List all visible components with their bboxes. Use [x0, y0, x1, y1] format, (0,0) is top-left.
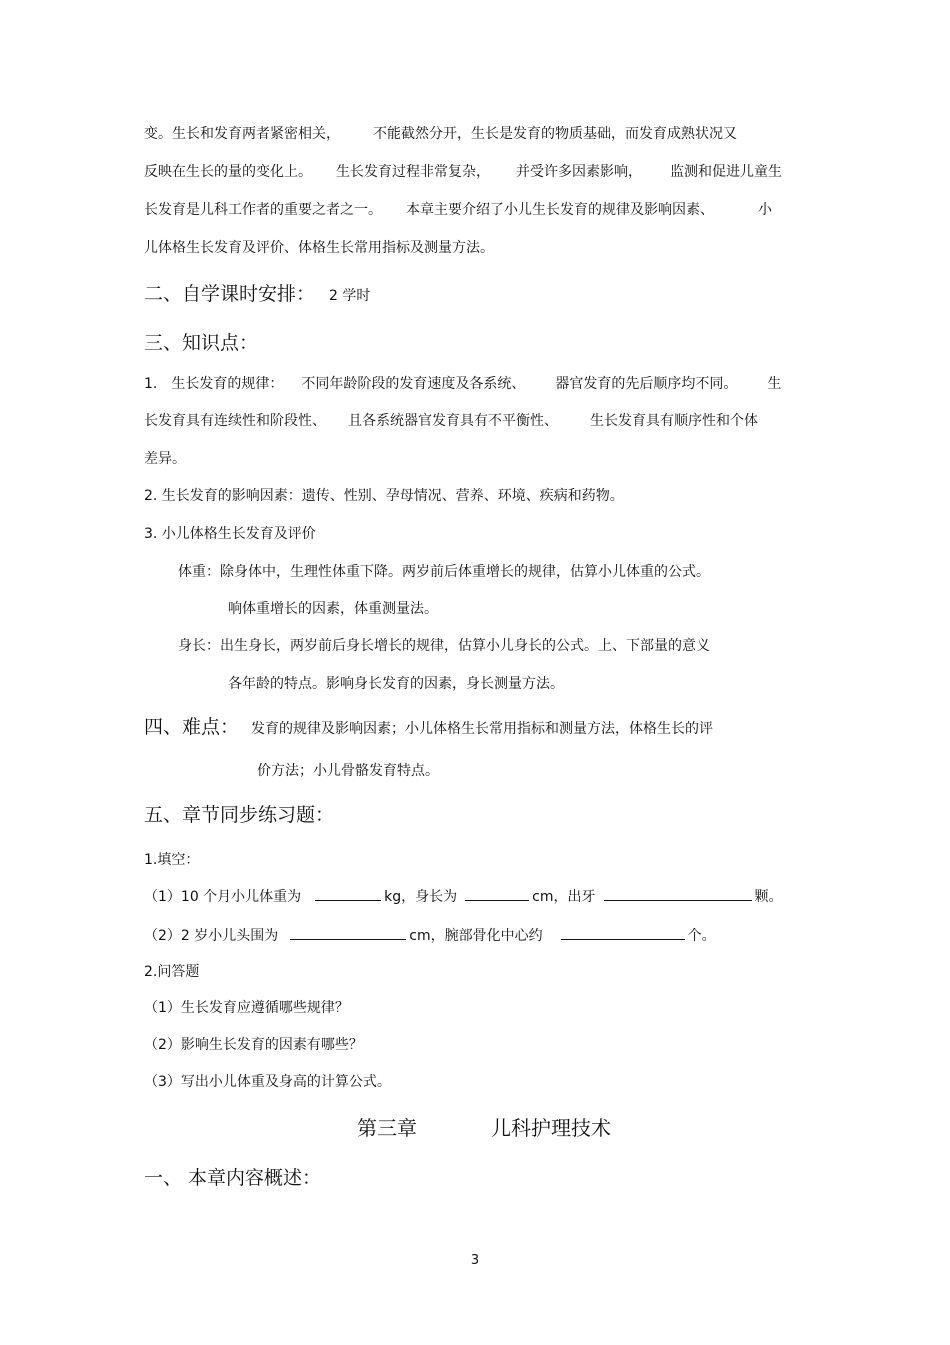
chapter-number: 第三章 [357, 1116, 417, 1140]
knowledge-point-2: 2. 生长发育的影响因素：遗传、性别、孕母情况、营养、环境、疾病和药物。 [144, 488, 624, 504]
difficulty-line-1: 发育的规律及影响因素；小儿体格生长常用指标和测量方法，体格生长的评 [251, 721, 714, 737]
knowledge-point-1-line-3: 差异。 [144, 451, 186, 467]
fill-question-2: （2）2 岁小儿头围为 cm，腕部骨化中心约 个。 [144, 925, 716, 946]
intro-line-1: 变。生长和发育两者紧密相关， 不能截然分开，生长是发育的物质基础，而发育成熟状况又 [144, 126, 737, 142]
intro-line-4: 儿体格生长发育及评价、体格生长常用指标及测量方法。 [144, 240, 494, 256]
intro-line-3: 长发育是儿科工作者的重要之者之一。 本章主要介绍了小儿生长发育的规律及影响因素、 小 [144, 202, 772, 218]
knowledge-point-3: 3. 小儿体格生长发育及评价 [144, 526, 316, 542]
blank-weight[interactable] [315, 886, 381, 901]
section-5-heading: 五、章节同步练习题： [144, 804, 335, 826]
qa-question-1: （1）生长发育应遵循哪些规律？ [144, 1000, 349, 1016]
page-number: 3 [470, 1253, 480, 1268]
difficulty-line-2: 价方法；小儿骨骼发育特点。 [257, 763, 439, 779]
qa-title: 2.问答题 [144, 964, 200, 980]
blank-teeth[interactable] [604, 886, 752, 901]
weight-line-1: 体重：除身体中，生理性体重下降。两岁前后体重增长的规律，估算小儿体重的公式。 [178, 564, 710, 580]
section-4-heading: 四、难点： 发育的规律及影响因素；小儿体格生长常用指标和测量方法，体格生长的评 [144, 716, 714, 738]
blank-head-circumference[interactable] [290, 925, 406, 940]
knowledge-point-1-line-1: 1. 生长发育的规律： 不同年龄阶段的发育速度及各系统、 器官发育的先后顺序均不同。 生 [144, 376, 782, 392]
section-3-heading: 三、知识点： [144, 332, 259, 354]
fill-question-1: （1）10 个月小儿体重为 kg，身长为 cm，出牙 颗。 [144, 886, 783, 907]
weight-line-2: 响体重增长的因素，体重测量法。 [228, 601, 438, 617]
study-hours: 2 学时 [329, 288, 371, 304]
blank-length[interactable] [465, 886, 529, 901]
chapter-title: 儿科护理技术 [491, 1116, 611, 1140]
knowledge-point-1-line-2: 长发育具有连续性和阶段性、 且各系统器官发育具有不平衡性、 生长发育具有顺序性和个体 [144, 413, 758, 429]
qa-question-3: （3）写出小儿体重及身高的计算公式。 [144, 1074, 391, 1090]
height-line-1: 身长：出生身长，两岁前后身长增长的规律，估算小儿身长的公式。上、下部量的意义 [178, 638, 710, 654]
blank-ossification-centers[interactable] [561, 925, 685, 940]
section-2-heading: 二、自学课时安排： 2 学时 [144, 283, 371, 305]
chapter-overview-heading: 一、 本章内容概述： [144, 1167, 322, 1189]
intro-line-2: 反映在生长的量的变化上。 生长发育过程非常复杂， 并受许多因素影响， 监测和促进儿童生 [144, 164, 782, 180]
height-line-2: 各年龄的特点。影响身长发育的因素，身长测量方法。 [228, 676, 564, 692]
chapter-heading [357, 1114, 611, 1142]
fill-blank-title: 1.填空： [144, 852, 200, 868]
qa-question-2: （2）影响生长发育的因素有哪些？ [144, 1037, 363, 1053]
